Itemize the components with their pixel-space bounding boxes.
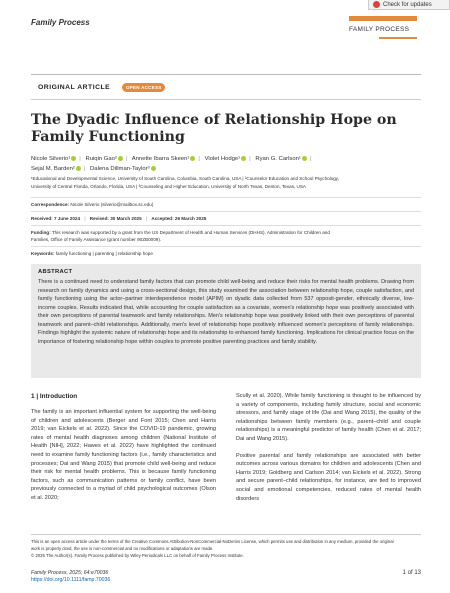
type-divider: [31, 99, 421, 100]
license-line: work is properly cited, the use is non-commercial and no modifications or adaptations are made.: [31, 546, 214, 551]
license-footer: [31, 538, 421, 559]
abstract-heading: ABSTRACT: [38, 269, 73, 275]
crossmark-icon: [373, 1, 380, 8]
author-name[interactable]: Sejal M. Barden²: [31, 166, 75, 172]
orcid-icon[interactable]: [71, 156, 76, 161]
open-access-badge: OPEN ACCESS: [122, 83, 165, 92]
paragraph: Scully et al. 2020). While family functioning is thought to be influenced by a variety of components, including family structure, social and economic stressors, and family stage of life (Dai and Wang 2015), the quality of the relationships between family members (e.g., parent–child and couple relationships) is a meaningful predictor of family health (Chen et al. 2017; Dai and Wang 2015).: [236, 393, 421, 442]
orcid-icon[interactable]: [302, 156, 307, 161]
affiliations: [31, 175, 421, 191]
author-list: [31, 154, 411, 174]
article-title: [31, 112, 411, 146]
journal-name: Family Process: [31, 18, 90, 27]
orcid-icon[interactable]: [118, 156, 123, 161]
affiliation-line: University of Central Florida, Orlando, Florida, USA | ³Counseling and Higher Education, University of North Texas, Denton, Texas, USA: [31, 184, 306, 189]
abstract-text: There is a continued need to understand family factors that can promote child well-being and reduce their risks for mental health problems. Drawing from research on family dynamics and using a cross-sectional design, this study examined the association between relationship hope, couple satisfaction, and family functioning using the actor–partner interdependence model (APIM) on dyadic data collected from 537 opposit-gender, ethnically diverse, low-income couples. Results indicated that, while accounting for couple satisfaction as a covariate, women's relationship hope was positively associated with their own perceptions of parental teamwork and family relationships. Men's relationship hope was positively linked with their own perceptions of parental teamwork and parent–child relationships. Additionally, men's level of relationship hope positively influenced women's perceptions of family relationships. Findings highlight the systemic nature of relationship hope and its relationship to enhanced family functioning. Implications for clinical practice focus on the importance of fostering relationship hope within couples to promote positive parenting practices and family stability.: [38, 279, 414, 345]
copyright-line: © 2025 The Author(s). Family Process published by Wiley Periodicals LLC on behalf of Family Process Institute.: [31, 553, 244, 558]
author-name[interactable]: Annette Ibarra Skeen¹: [131, 156, 190, 162]
logo-bar: [349, 16, 417, 21]
correspondence: Correspondence: Nicole Silverio (silverio@mailbox.sc.edu): [31, 202, 154, 207]
correspondence-value[interactable]: Nicole Silverio (silverio@mailbox.sc.edu): [70, 202, 154, 207]
funding: Funding: This research was supported by a grant from the US Department of Health and Human Services (DHHS), Administration for Children and: [31, 230, 330, 235]
page-number: 1 of 13: [402, 570, 421, 576]
paragraph: The family is an important influential system for supporting the well-being of children and adolescents (Berger and Font 2015; Chen and Harris 2019; van Eickels et al. 2022). Since the COVID-19 pandemic, growing rates of mental health diagnoses among children (National Institute of Health [NIH], 2022; Hawes et al. 2022) have highlighted the continued need to examine family functioning factors (i.e., family characteristics and processes; Dai and Wang 2015) that promote child well-being and reduce their risk for mental health problems. This is because family functioning factors, such as communication patterns or family conflict, have been previously connected to a myriad of child psychological outcomes (Olson et al. 2020;: [31, 409, 216, 501]
orcid-icon[interactable]: [241, 156, 246, 161]
left-column: [31, 408, 216, 511]
paragraph: Positive parental and family relationships are associated with better outcomes across various domains for children and adolescents (Chen and Harris 2019; Goldberg and Carlson 2014; van Eickels et al. 2022). Strong and secure parent–child relationships, for instance, are tied to improved social and emotional competencies, reduced rates of mental health disorders: [236, 452, 421, 502]
authors-line-2: Sejal M. Barden² | Dalena Dillman-Taylor³: [31, 164, 411, 174]
orcid-icon[interactable]: [151, 166, 156, 171]
author-name[interactable]: Dalena Dillman-Taylor³: [90, 166, 150, 172]
title-line-1: The Dyadic Influence of Relationship Hope on: [31, 112, 397, 128]
affiliation-line: ¹Educational and Developmental Science, University of South Carolina, Columbia, South Carolina, USA | ²Counselor Education and School Psychology,: [31, 176, 340, 181]
page-footer: [31, 570, 421, 584]
author-name[interactable]: Ryan G. Carlson¹: [255, 156, 301, 162]
authors-line-1: Nicole Silverio¹ | Ruiqin Gao² | Annette Ibarra Skeen¹ | Violet Hodge¹ | Ryan G. Carlson¹ |: [31, 156, 312, 162]
funding-cont: Families, Office of Family Assistance (grant number 90ZB0009).: [31, 237, 162, 242]
header-divider: [31, 74, 421, 75]
article-type: ORIGINAL ARTICLE: [38, 84, 111, 91]
title-line-2: Family Functioning: [31, 129, 185, 145]
section-heading: 1 | Introduction: [31, 393, 78, 400]
license-line: This is an open access article under the terms of the Creative Commons Attribution-NonCommercial-NoDerivs License, which permits use and distribution in any medium, provided the original: [31, 539, 394, 544]
orcid-icon[interactable]: [190, 156, 195, 161]
author-name[interactable]: Ruiqin Gao²: [85, 156, 117, 162]
doi-link[interactable]: https://doi.org/10.1111/famp.70036: [31, 577, 111, 583]
author-name[interactable]: Violet Hodge¹: [204, 156, 241, 162]
right-column: [236, 392, 421, 511]
check-for-updates-button[interactable]: [368, 0, 450, 10]
abstract-box: [31, 264, 421, 378]
keywords: Keywords: family functioning | parenting | relationship hope: [31, 251, 153, 256]
author-name[interactable]: Nicole Silverio¹: [31, 156, 71, 162]
citation: Family Process, 2025; 64:e70036: [31, 570, 109, 576]
journal-logo: [349, 16, 417, 40]
orcid-icon[interactable]: [76, 166, 81, 171]
dates: Received: 7 June 2024 | Revised: 30 March 2025 | Accepted: 26 March 2025: [31, 216, 207, 221]
logo-underline: [379, 37, 417, 39]
logo-text: FAMILY PROCESS: [349, 26, 410, 33]
check-for-updates-label: Check for updates: [383, 1, 432, 8]
